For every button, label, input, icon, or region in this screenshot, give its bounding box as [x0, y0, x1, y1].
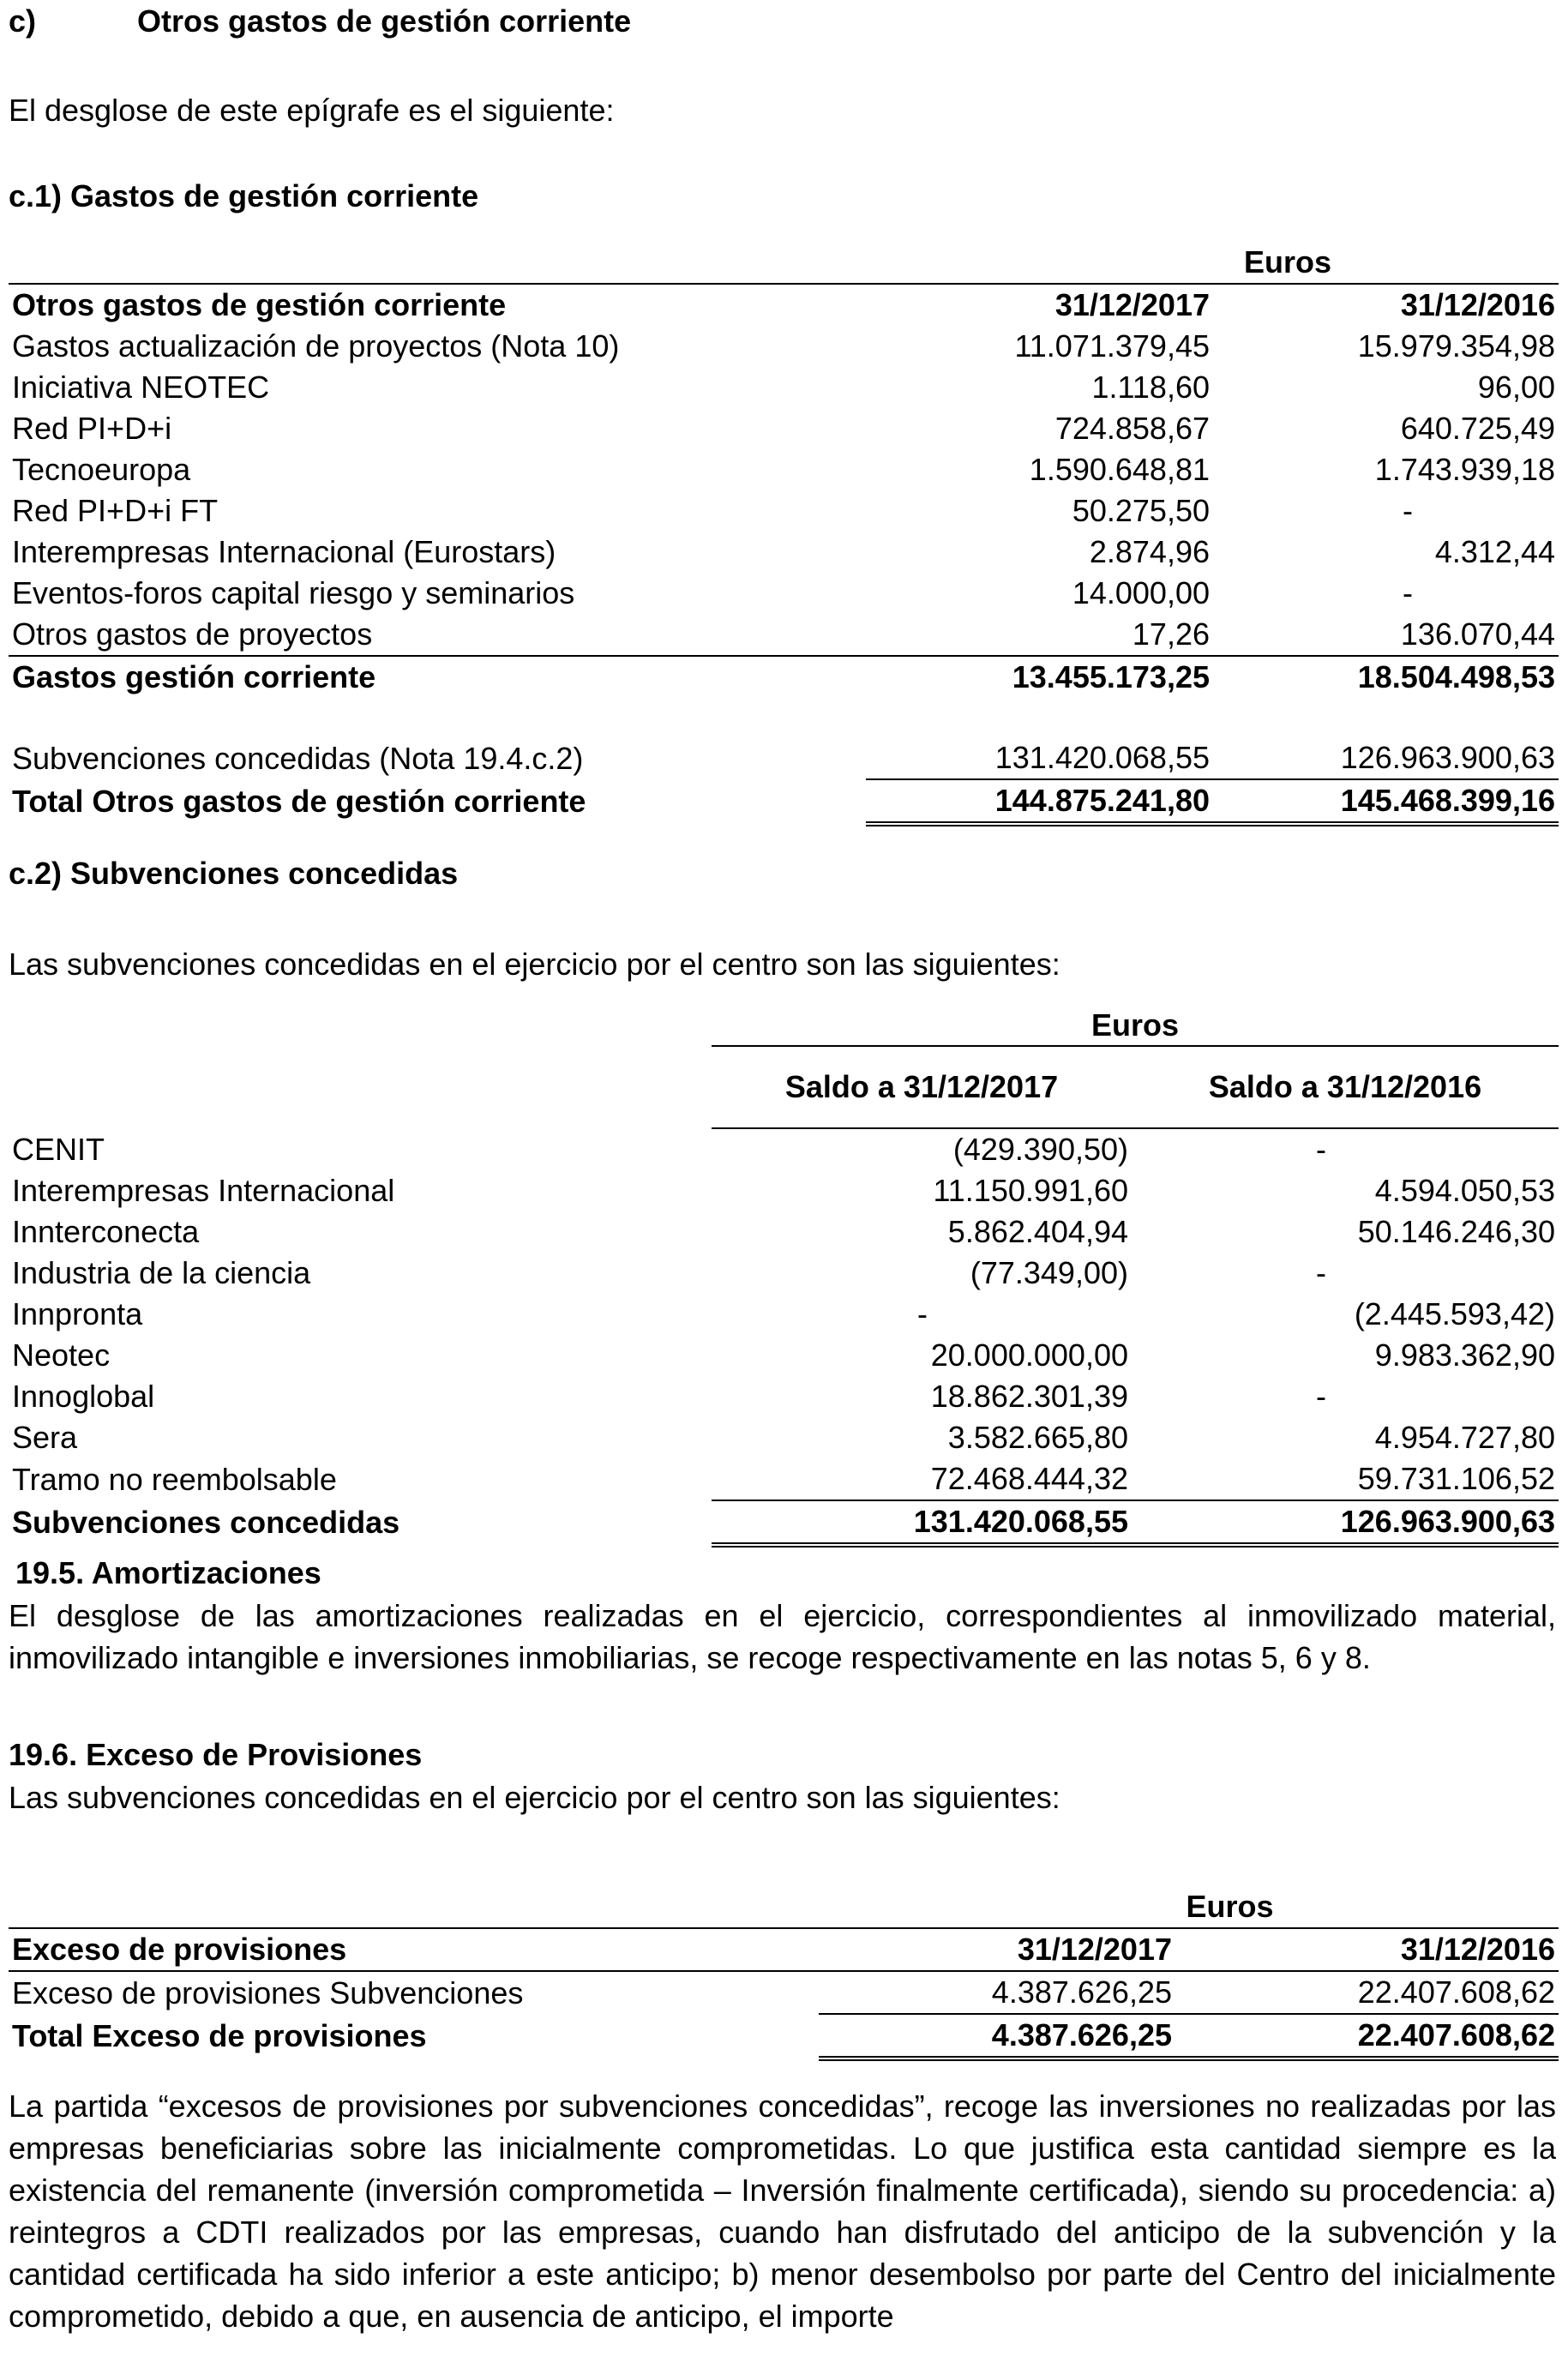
row-value-2017: 5.862.404,94: [947, 1214, 1128, 1249]
row-value-2016: -: [1316, 1255, 1326, 1290]
c2-total-label: Subvenciones concedidas: [12, 1505, 400, 1540]
table-row: [9, 1458, 1559, 1500]
row-value-2016: 136.070,44: [1400, 616, 1555, 652]
row-value-2016: -: [1403, 575, 1413, 610]
table-row: [9, 1294, 1559, 1335]
c1-subv-2017: 131.420.068,55: [866, 737, 1213, 779]
s196-row-2016: 22.407.608,62: [1175, 1971, 1559, 2014]
c2-header-2016: Saldo a 31/12/2016: [1132, 1046, 1559, 1128]
row-value-2017: (429.390,50): [952, 1132, 1128, 1167]
row-label: Tramo no reembolsable: [12, 1461, 337, 1497]
row-value-2016: 9.983.362,90: [1374, 1337, 1555, 1373]
row-label: Interempresas Internacional: [12, 1173, 395, 1208]
row-value-2017: 1.590.648,81: [1029, 452, 1210, 487]
row-label: Red PI+D+i FT: [12, 493, 219, 528]
row-value-2017: 2.874,96: [1089, 534, 1210, 569]
s195-text: El desglose de las amortizaciones realizadas en el ejercicio, correspondientes al inmovilizado material, inmovilizado intangible e inversiones inmobiliarias, se recoge respectivamente en las notas 5, 6 y 8.: [9, 1598, 1556, 1675]
row-label: Innpronta: [12, 1296, 143, 1331]
row-label: Neotec: [12, 1337, 111, 1373]
c2-total-2017: 131.420.068,55: [712, 1500, 1132, 1545]
c1-euros-label: Euros: [1243, 244, 1332, 279]
row-value-2017: 72.468.444,32: [930, 1461, 1128, 1496]
row-value-2017: 50.275,50: [1072, 493, 1210, 528]
table-row: [9, 367, 1559, 408]
row-value-2016: 15.979.354,98: [1357, 328, 1555, 364]
row-value-2016: 4.954.727,80: [1374, 1420, 1555, 1455]
row-value-2017: 20.000.000,00: [930, 1337, 1128, 1373]
section-intro: El desglose de este epígrafe es el siguiente:: [9, 93, 615, 128]
s196-total-2016: 22.407.608,62: [1175, 2014, 1559, 2058]
row-value-2016: -: [1316, 1132, 1326, 1167]
row-value-2017: 3.582.665,80: [947, 1420, 1128, 1455]
row-label: Innoglobal: [12, 1379, 155, 1414]
s195-title: 19.5. Amortizaciones: [15, 1555, 321, 1590]
c1-subtotal-2017: 13.455.173,25: [866, 656, 1213, 698]
row-label: Red PI+D+i: [12, 411, 172, 446]
row-label: Eventos-foros capital riesgo y seminarios: [12, 575, 575, 610]
c2-total-2016: 126.963.900,63: [1132, 1500, 1559, 1545]
row-value-2017: 14.000,00: [1072, 575, 1210, 610]
c1-header-2017: 31/12/2017: [866, 284, 1213, 326]
c2-intro: Las subvenciones concedidas en el ejercicio por el centro son las siguientes:: [9, 947, 1060, 982]
row-label: Tecnoeuropa: [12, 452, 191, 487]
c1-total-2017: 144.875.241,80: [866, 779, 1213, 824]
row-label: Gastos actualización de proyectos (Nota 10): [12, 328, 620, 364]
table-row: [9, 1335, 1559, 1376]
row-value-2017: 17,26: [1132, 616, 1210, 652]
closing-paragraph: La partida “excesos de provisiones por subvenciones concedidas”, recoge las inversiones no realizadas por las empresas beneficiarias sobre las inicialmente comprometidas. Lo que justifica esta cantidad siempre es la existencia del remanente (inversión comprometida – Inversión finalmente certificada), siendo su procedencia: a) reintegros a CDTI realizados por las empresas, cuando han disfrutado del anticipo de la subvención y la cantidad certificada ha sido inferior a este anticipo; b) menor desembolso por parte del Centro del inicialmente comprometido, debido a que, en ausencia de anticipo, el importe: [9, 2089, 1556, 2334]
s196-euros-label: Euros: [1186, 1889, 1274, 1924]
row-label: CENIT: [12, 1131, 105, 1167]
s196-total-label: Total Exceso de provisiones: [12, 2018, 427, 2053]
c2-title: c.2) Subvenciones concedidas: [9, 856, 459, 891]
row-value-2017: 11.071.379,45: [1014, 328, 1210, 364]
s196-header-2017: 31/12/2017: [819, 1928, 1175, 1971]
row-value-2017: 11.150.991,60: [933, 1173, 1128, 1208]
row-value-2017: (77.349,00): [970, 1255, 1128, 1290]
row-label: Iniciativa NEOTEC: [12, 370, 270, 405]
table-row: [9, 408, 1559, 449]
c2-header-2017: Saldo a 31/12/2017: [712, 1046, 1132, 1128]
row-value-2017: 724.858,67: [1054, 411, 1210, 446]
table-row: [9, 614, 1559, 656]
c1-header-label: Otros gastos de gestión corriente: [9, 284, 866, 326]
table-row: [9, 490, 1559, 532]
s196-title: 19.6. Exceso de Provisiones: [9, 1737, 423, 1772]
row-value-2017: 18.862.301,39: [930, 1379, 1128, 1414]
s196-total-2017: 4.387.626,25: [819, 2014, 1175, 2058]
s196-header-label: Exceso de provisiones: [9, 1928, 819, 1971]
table-row: [9, 1253, 1559, 1294]
row-label: Sera: [12, 1420, 78, 1455]
table-row: [9, 1128, 1559, 1170]
s196-intro: Las subvenciones concedidas en el ejercicio por el centro son las siguientes:: [9, 1780, 1060, 1815]
section-letter: c): [9, 3, 37, 39]
row-label: Innterconecta: [12, 1214, 200, 1249]
row-label: Industria de la ciencia: [12, 1255, 311, 1290]
row-label: Interempresas Internacional (Eurostars): [12, 534, 556, 569]
row-value-2016: 1.743.939,18: [1374, 452, 1555, 487]
s196-table: [9, 1886, 1559, 2061]
c1-table: [9, 242, 1559, 826]
c1-title: c.1) Gastos de gestión corriente: [9, 178, 479, 213]
s196-row-2017: 4.387.626,25: [819, 1971, 1175, 2014]
table-row: [9, 532, 1559, 573]
row-value-2016: 4.594.050,53: [1374, 1173, 1555, 1208]
c1-total-label: Total Otros gastos de gestión corriente: [12, 784, 586, 819]
row-value-2016: (2.445.593,42): [1354, 1296, 1555, 1331]
c1-total-2016: 145.468.399,16: [1213, 779, 1559, 824]
row-value-2017: -: [917, 1296, 928, 1331]
table-row: [9, 1211, 1559, 1253]
table-row: [9, 573, 1559, 614]
table-row: [9, 1376, 1559, 1417]
s196-header-2016: 31/12/2016: [1175, 1928, 1559, 1971]
table-row: [9, 449, 1559, 490]
row-value-2016: 50.146.246,30: [1357, 1214, 1555, 1249]
c1-subv-2016: 126.963.900,63: [1213, 737, 1559, 779]
row-value-2017: 1.118,60: [1091, 370, 1210, 405]
c1-subtotal-label: Gastos gestión corriente: [9, 656, 866, 698]
row-value-2016: -: [1316, 1379, 1326, 1414]
section-title: Otros gastos de gestión corriente: [137, 3, 632, 39]
c2-euros-label: Euros: [1090, 1007, 1180, 1043]
c1-subtotal-2016: 18.504.498,53: [1213, 656, 1559, 698]
table-row: [9, 326, 1559, 367]
row-value-2016: 4.312,44: [1434, 534, 1555, 569]
row-label: Otros gastos de proyectos: [12, 616, 373, 652]
row-value-2016: -: [1403, 493, 1413, 528]
table-row: [9, 1417, 1559, 1458]
c1-subv-label: Subvenciones concedidas (Nota 19.4.c.2): [12, 740, 584, 776]
c1-header-2016: 31/12/2016: [1213, 284, 1559, 326]
s196-row-label: Exceso de provisiones Subvenciones: [9, 1971, 819, 2014]
row-value-2016: 640.725,49: [1400, 411, 1555, 446]
c2-table: [9, 1005, 1559, 1548]
row-value-2016: 59.731.106,52: [1357, 1461, 1555, 1496]
table-row: [9, 1170, 1559, 1211]
row-value-2016: 96,00: [1477, 370, 1555, 405]
